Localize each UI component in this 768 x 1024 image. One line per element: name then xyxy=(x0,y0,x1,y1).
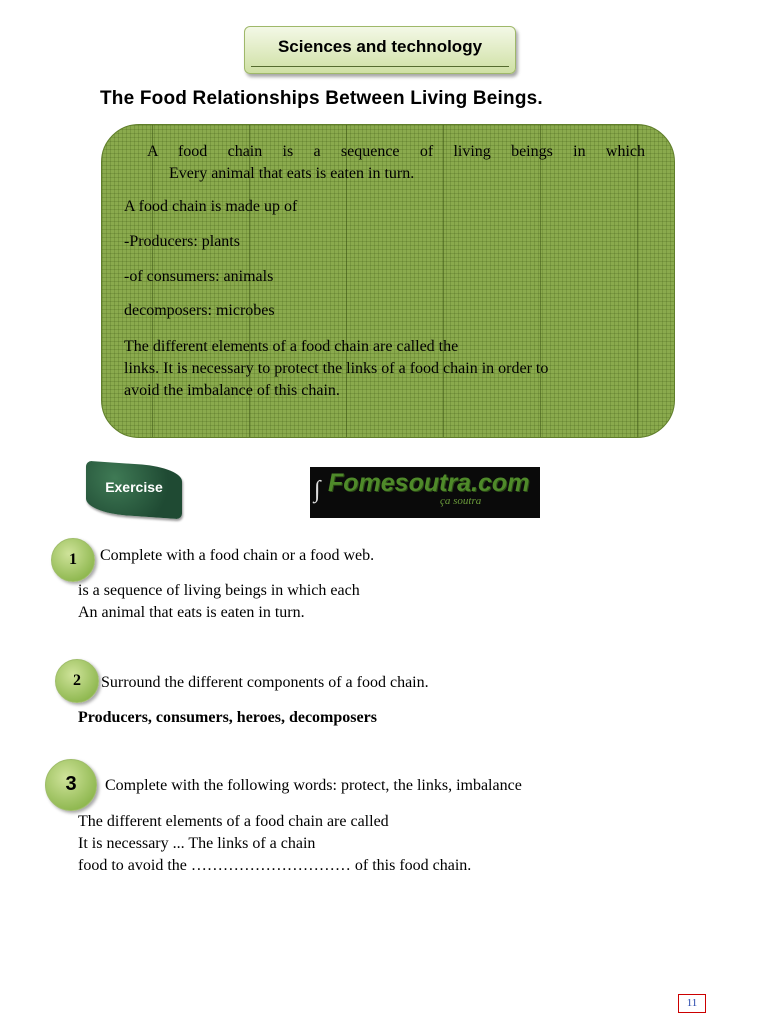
logo-swoosh-icon: ∫ xyxy=(314,477,321,503)
paragraph-line: links. It is necessary to protect the links of a food chain in order to xyxy=(124,360,549,377)
exercise-banner-label: Exercise xyxy=(105,479,163,495)
definition-line: A food chain is a sequence of living beings in which xyxy=(147,143,645,160)
exercise-number-badge: 3 xyxy=(45,759,97,811)
definition-paragraph xyxy=(124,336,644,402)
definition-line: -Producers: plants xyxy=(124,233,240,250)
paragraph-line: avoid the imbalance of this chain. xyxy=(124,382,340,399)
exercise-line: Producers, consumers, heroes, decomposers xyxy=(78,709,377,726)
page-number: 11 xyxy=(678,994,706,1013)
site-logo xyxy=(310,467,540,518)
exercise-line: is a sequence of living beings in which each xyxy=(78,582,360,599)
paragraph-line: The different elements of a food chain are called the xyxy=(124,338,459,355)
section-header-label: Sciences and technology xyxy=(277,37,483,56)
exercise-line: An animal that eats is eaten in turn. xyxy=(78,604,305,621)
logo-subtitle: ça soutra xyxy=(440,495,482,507)
definition-line: Every animal that eats is eaten in turn. xyxy=(169,165,415,182)
exercise-number-badge: 1 xyxy=(51,538,95,582)
definition-line: decomposers: microbes xyxy=(124,302,275,319)
exercise-number-badge: 2 xyxy=(55,659,99,703)
exercise-instruction: Complete with the following words: protect, the links, imbalance xyxy=(105,777,522,794)
definition-line: -of consumers: animals xyxy=(124,268,274,285)
section-header xyxy=(244,26,516,74)
exercise-instruction: Surround the different components of a food chain. xyxy=(101,674,429,691)
exercise-line: The different elements of a food chain are called xyxy=(78,813,389,830)
page-title: The Food Relationships Between Living Beings. xyxy=(100,88,543,109)
logo-text: Fomesoutra.com xyxy=(328,469,530,497)
exercise-banner xyxy=(86,461,182,520)
exercise-line: It is necessary ... The links of a chain xyxy=(78,835,316,852)
definition-line: A food chain is made up of xyxy=(124,198,298,215)
exercise-instruction: Complete with a food chain or a food web. xyxy=(100,547,375,564)
definition-box xyxy=(101,124,675,438)
exercise-line: food to avoid the ………………………… of this food chain. xyxy=(78,857,472,874)
